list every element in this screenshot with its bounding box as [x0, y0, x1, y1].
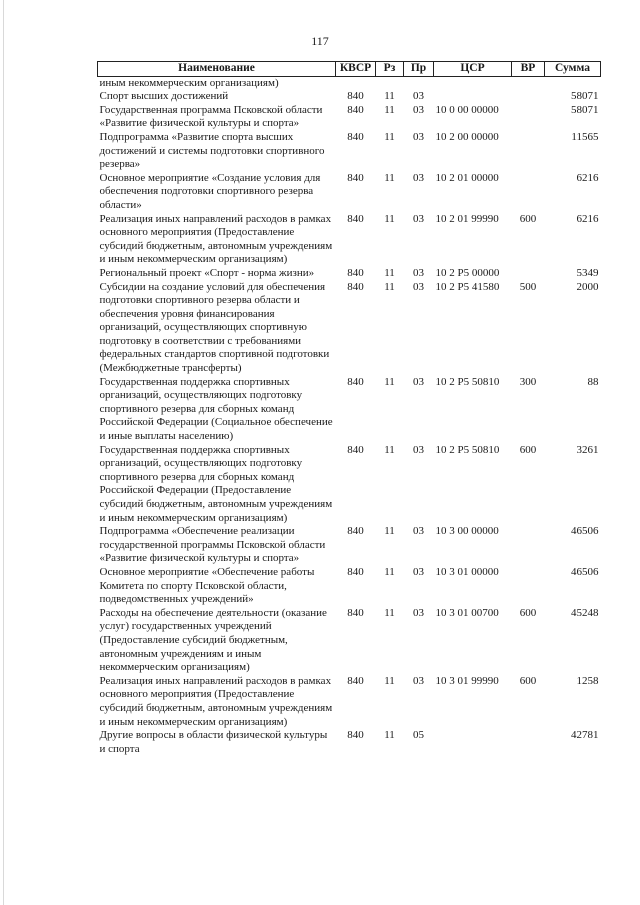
- row-kvsr: 840: [347, 280, 364, 293]
- row-csr: 10 2 P5 50810: [435, 443, 500, 456]
- row-pr: 03: [413, 565, 424, 578]
- row-kvsr: 840: [347, 130, 364, 143]
- row-rz: 11: [384, 729, 395, 742]
- row-rz: 11: [384, 130, 395, 143]
- scan-edge: [3, 0, 4, 905]
- row-vr: [512, 76, 545, 90]
- row-kvsr: [336, 76, 376, 90]
- row-rz: 11: [384, 266, 395, 279]
- row-vr: [512, 90, 545, 104]
- header-row: [98, 62, 601, 77]
- header-kvsr: КВСР: [336, 62, 376, 77]
- row-name: Подпрограмма «Обеспечение реализации государственной программы Псковской области «Развитие физической культуры и спорта»: [99, 525, 326, 565]
- row-vr: 600: [519, 606, 537, 619]
- table-row: [98, 213, 601, 267]
- header-pr: Пр: [404, 62, 434, 77]
- header-rz: Рз: [376, 62, 404, 77]
- row-name: Подпрограмма «Развитие спорта высших достижений и системы подготовки спортивного резерва»: [99, 130, 325, 171]
- row-kvsr: 840: [347, 729, 364, 742]
- header-name: Наименование: [98, 62, 336, 77]
- row-name: Государственная поддержка спортивных организаций, осуществляющих подготовку спортивного резерва для сборных команд Российской Федерации (Социальное обеспечение и иные выплаты населению): [99, 375, 333, 443]
- row-csr: 10 2 P5 00000: [435, 266, 500, 279]
- row-vr: [512, 131, 545, 172]
- row-pr: 05: [413, 729, 424, 742]
- row-name: Государственная программа Псковской области «Развитие физической культуры и спорта»: [99, 103, 323, 130]
- row-kvsr: 840: [347, 212, 364, 225]
- row-sum: 46506: [571, 525, 599, 538]
- row-name: Региональный проект «Спорт - норма жизни»: [99, 266, 315, 279]
- table-row: [98, 729, 601, 756]
- row-sum: 42781: [571, 729, 599, 742]
- row-sum: 46506: [571, 565, 599, 578]
- row-rz: 11: [384, 674, 395, 687]
- row-vr: 500: [519, 280, 537, 293]
- row-vr: 600: [519, 443, 537, 456]
- row-name: Субсидии на создание условий для обеспечения подготовки спортивного резерва области и обеспечения уровня финансирования организаций, осуществляющих спортивную подготовку в соответствии с требованиями федеральных стандартов спортивной подготовки (Межбюджетные трансферты): [99, 280, 330, 375]
- row-csr: 10 3 01 00700: [435, 606, 499, 619]
- row-vr: 300: [519, 375, 537, 388]
- row-pr: 03: [413, 171, 424, 184]
- row-vr: [512, 267, 545, 281]
- row-rz: 11: [384, 90, 395, 103]
- row-rz: 11: [384, 525, 395, 538]
- row-vr: 600: [519, 212, 537, 225]
- row-sum: 45248: [571, 606, 599, 619]
- table-row: [98, 525, 601, 566]
- row-rz: 11: [384, 212, 395, 225]
- row-rz: 11: [384, 606, 395, 619]
- row-pr: 03: [413, 606, 424, 619]
- row-kvsr: 840: [347, 525, 364, 538]
- row-pr: 03: [413, 525, 424, 538]
- row-sum: 6216: [576, 212, 599, 225]
- row-rz: 11: [384, 443, 395, 456]
- row-pr: 03: [413, 266, 424, 279]
- row-rz: 11: [384, 375, 395, 388]
- header-sum: Сумма: [545, 62, 601, 77]
- row-sum: 58071: [571, 103, 599, 116]
- row-pr: 03: [413, 443, 424, 456]
- row-csr: 10 3 01 99990: [435, 674, 499, 687]
- row-sum: 5349: [576, 266, 599, 279]
- row-kvsr: 840: [347, 266, 364, 279]
- budget-table: [97, 61, 601, 756]
- row-csr: 10 2 P5 41580: [435, 280, 500, 293]
- row-csr: 10 2 P5 50810: [435, 375, 500, 388]
- row-vr: [512, 172, 545, 213]
- row-pr: 03: [413, 212, 424, 225]
- row-name: Расходы на обеспечение деятельности (оказание услуг) государственных учреждений (Предоставление субсидий бюджетным, автономным учреждениям и иным некоммерческим организациям): [99, 606, 327, 674]
- row-sum: 88: [587, 375, 599, 388]
- row-rz: 11: [384, 565, 395, 578]
- row-name: Основное мероприятие «Обеспечение работы Комитета по спорту Псковской области, подведомственных учреждений»: [99, 565, 315, 606]
- row-pr: [404, 76, 434, 90]
- row-sum: 3261: [576, 443, 599, 456]
- row-csr: [434, 729, 512, 756]
- row-csr: 10 2 01 99990: [435, 212, 499, 225]
- row-rz: 11: [384, 171, 395, 184]
- table-row: [98, 566, 601, 607]
- row-csr: 10 0 00 00000: [435, 103, 499, 116]
- row-sum: 58071: [571, 90, 599, 103]
- table-row: [98, 444, 601, 526]
- table-row: [98, 104, 601, 131]
- row-vr: [512, 104, 545, 131]
- row-sum: 2000: [576, 280, 599, 293]
- row-name: Реализация иных направлений расходов в рамках основного мероприятия (Предоставление субсидий бюджетным, автономным учреждениям и иным некоммерческим организациям): [99, 674, 333, 728]
- row-kvsr: 840: [347, 171, 364, 184]
- row-csr: [434, 76, 512, 90]
- table-row: [98, 131, 601, 172]
- row-sum: 1258: [576, 674, 599, 687]
- row-csr: 10 2 00 00000: [435, 130, 499, 143]
- table-row: [98, 172, 601, 213]
- table-row: [98, 76, 601, 90]
- table-row: [98, 267, 601, 281]
- header-vr: ВР: [512, 62, 545, 77]
- row-pr: 03: [413, 130, 424, 143]
- row-pr: 03: [413, 90, 424, 103]
- row-name: Государственная поддержка спортивных организаций, осуществляющих подготовку спортивного резерва для сборных команд Российской Федерации (Предоставление субсидий бюджетным, автономным учреждениям и иным некоммерческим организациям): [99, 443, 333, 524]
- row-name: Реализация иных направлений расходов в рамках основного мероприятия (Предоставление субсидий бюджетным, автономным учреждениям и иным некоммерческим организациям): [99, 212, 333, 266]
- table-row: [98, 675, 601, 729]
- row-name: Другие вопросы в области физической культуры и спорта: [99, 729, 328, 755]
- row-rz: [376, 76, 404, 90]
- row-rz: 11: [384, 103, 395, 116]
- row-pr: 03: [413, 103, 424, 116]
- row-vr: 600: [519, 674, 537, 687]
- row-name: Основное мероприятие «Создание условия для обеспечения подготовки спортивного резерва области»: [99, 171, 321, 211]
- row-pr: 03: [413, 375, 424, 388]
- table-row: [98, 281, 601, 376]
- row-sum: [545, 76, 601, 90]
- row-kvsr: 840: [347, 443, 364, 456]
- row-pr: 03: [413, 674, 424, 687]
- row-vr: [512, 525, 545, 566]
- row-vr: [512, 566, 545, 607]
- row-pr: 03: [413, 280, 424, 293]
- row-name: Спорт высших достижений: [99, 90, 229, 103]
- row-kvsr: 840: [347, 375, 364, 388]
- row-csr: 10 2 01 00000: [435, 171, 499, 184]
- row-sum: 6216: [576, 171, 599, 184]
- row-csr: 10 3 00 00000: [435, 525, 499, 538]
- table-row: [98, 607, 601, 675]
- row-kvsr: 840: [347, 103, 364, 116]
- row-sum: 11565: [571, 130, 599, 143]
- row-name: иным некоммерческим организациям): [99, 76, 279, 89]
- table-row: [98, 90, 601, 104]
- row-csr: 10 3 01 00000: [435, 565, 499, 578]
- row-kvsr: 840: [347, 606, 364, 619]
- row-kvsr: 840: [347, 674, 364, 687]
- table-row: [98, 376, 601, 444]
- row-rz: 11: [384, 280, 395, 293]
- page-number: 117: [311, 34, 329, 48]
- row-kvsr: 840: [347, 90, 364, 103]
- header-csr: ЦСР: [434, 62, 512, 77]
- row-vr: [512, 729, 545, 756]
- row-csr: [434, 90, 512, 104]
- row-kvsr: 840: [347, 565, 364, 578]
